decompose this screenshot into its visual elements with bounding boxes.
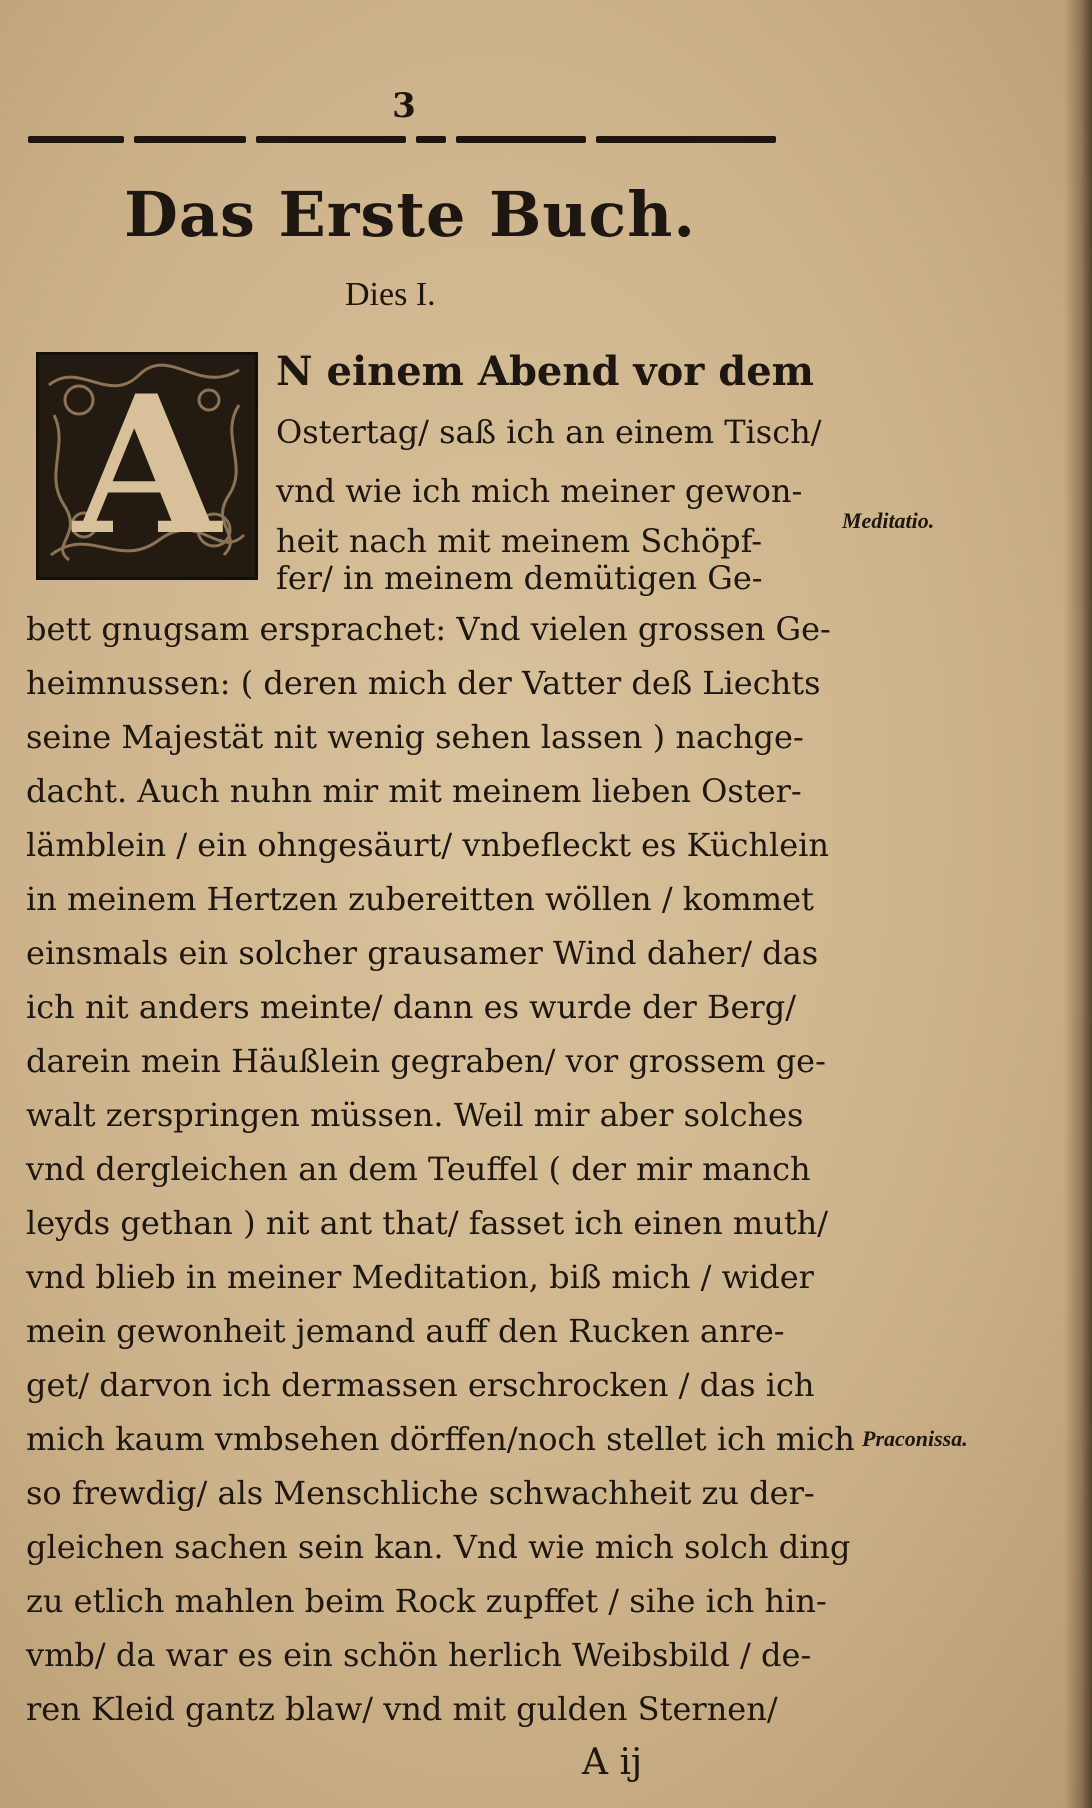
text-line: ren Kleid gantz blaw/ vnd mit gulden Sternen/ (26, 1690, 778, 1728)
text-line: heit nach mit meinem Schöpf- (276, 522, 763, 560)
page-number: 3 (392, 86, 416, 126)
text-line: darein mein Häußlein gegraben/ vor grossem ge- (26, 1042, 826, 1080)
text-line: mich kaum vmbsehen dörffen/noch stellet ich mich (26, 1420, 855, 1458)
text-line: heimnussen: ( deren mich der Vatter deß Liechts (26, 664, 821, 702)
signature-mark: A ij (582, 1742, 643, 1783)
text-line: so frewdig/ als Menschliche schwachheit zu der- (26, 1474, 815, 1512)
text-line: dacht. Auch nuhn mir mit meinem lieben Oster- (26, 772, 802, 810)
text-line: gleichen sachen sein kan. Vnd wie mich solch ding (26, 1528, 851, 1566)
text-line: walt zerspringen müssen. Weil mir aber solches (26, 1096, 804, 1134)
text-line: lämblein / ein ohngesäurt/ vnbefleckt es Küchlein (26, 826, 829, 864)
text-line: in meinem Hertzen zubereitten wöllen / kommet (26, 880, 814, 918)
text-line: N einem Abend vor dem (276, 348, 815, 395)
text-line: seine Majestät nit wenig sehen lassen ) nachge- (26, 718, 804, 756)
text-line: mein gewonheit jemand auff den Rucken anre- (26, 1312, 785, 1350)
initial-letter: A (73, 354, 221, 577)
margin-note: Meditatio. (842, 508, 935, 533)
text-line: get/ darvon ich dermassen erschrocken / das ich (26, 1366, 815, 1404)
text-line: vmb/ da war es ein schön herlich Weibsbild / de- (26, 1636, 812, 1674)
text-line: Ostertag/ saß ich an einem Tisch/ (276, 413, 822, 451)
text-line: bett gnugsam ersprachet: Vnd vielen grossen Ge- (26, 610, 831, 648)
day-label: Dies I. (345, 276, 436, 313)
text-line: vnd dergleichen an dem Teuffel ( der mir manch (26, 1150, 811, 1188)
book-title: Das Erste Buch. (124, 178, 696, 251)
text-line: vnd blieb in meiner Meditation, biß mich / wider (26, 1258, 814, 1296)
text-line: zu etlich mahlen beim Rock zupffet / sihe ich hin- (26, 1582, 827, 1620)
text-line: einsmals ein solcher grausamer Wind daher/ das (26, 934, 819, 972)
text-line: leyds gethan ) nit ant that/ fasset ich einen muth/ (26, 1204, 829, 1242)
text-line: vnd wie ich mich meiner gewon- (276, 472, 803, 510)
text-line: ich nit anders meinte/ dann es wurde der Berg/ (26, 988, 796, 1026)
header-rule (28, 136, 808, 144)
margin-note: Praconissa. (862, 1426, 968, 1451)
decorated-initial (36, 352, 258, 580)
page-edge-shadow (1064, 0, 1092, 1808)
text-line: fer/ in meinem demütigen Ge- (276, 559, 763, 597)
